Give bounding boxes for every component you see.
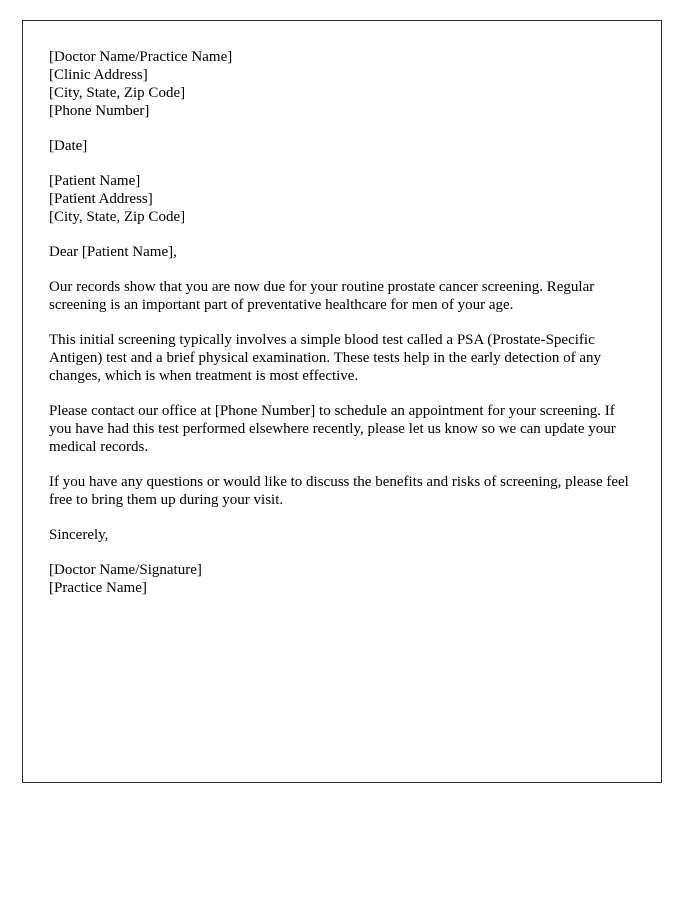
body-paragraph-2: This initial screening typically involves a simple blood test called a PSA (Prostate-Specific Antigen) test and a brief physical examination. These tests help in the early detection of any changes, which is when treatment is most effective. (49, 332, 602, 384)
body-paragraph-1: Our records show that you are now due for your routine prostate cancer screening. Regular screening is an important part of preventative healthcare for men of your age. (49, 279, 595, 313)
letter-page (22, 20, 662, 783)
sender-city-state-zip: [City, State, Zip Code] (49, 85, 186, 101)
closing: Sincerely, (49, 527, 109, 543)
salutation: Dear [Patient Name], (49, 244, 177, 260)
recipient-city-state-zip: [City, State, Zip Code] (49, 209, 186, 225)
signature-block (49, 561, 635, 597)
signature-doctor-name: [Doctor Name/Signature] (49, 562, 202, 578)
recipient-block (49, 172, 635, 226)
recipient-address: [Patient Address] (49, 191, 153, 207)
body-paragraph-3: Please contact our office at [Phone Number] to schedule an appointment for your screening. If you have had this test performed elsewhere recently, please let us know so we can update your medical records. (49, 403, 616, 455)
date-block (49, 137, 635, 155)
letter-content (23, 21, 661, 597)
sender-phone-number: [Phone Number] (49, 103, 150, 119)
body-paragraph-4: If you have any questions or would like to discuss the benefits and risks of screening, please feel free to bring them up during your visit. (49, 474, 629, 508)
sender-clinic-address: [Clinic Address] (49, 67, 148, 83)
sender-block (49, 48, 635, 120)
signature-practice-name: [Practice Name] (49, 580, 147, 596)
date-line: [Date] (49, 138, 88, 154)
recipient-name: [Patient Name] (49, 173, 141, 189)
sender-practice-name: [Doctor Name/Practice Name] (49, 49, 233, 65)
